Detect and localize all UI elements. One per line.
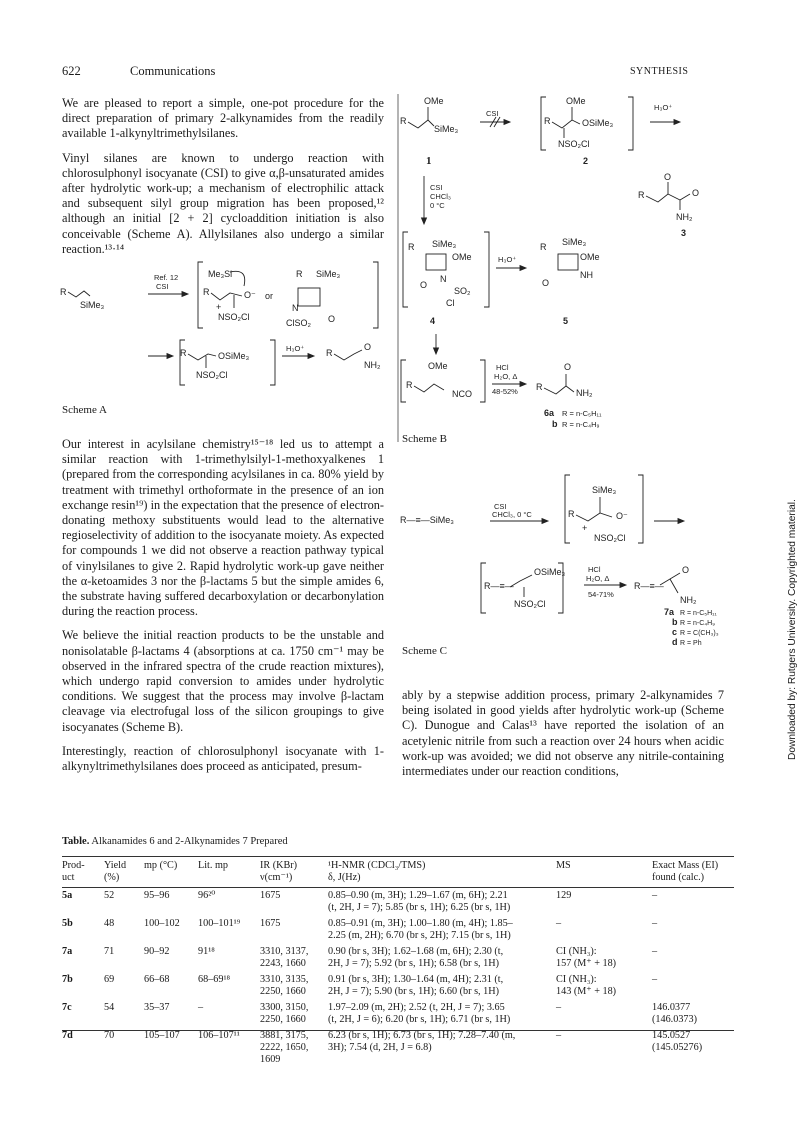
ms-cell-line: – [556, 1002, 562, 1013]
yield-cell-line: 71 [104, 946, 115, 957]
exact-mass-cell-line: – [652, 918, 658, 929]
lit-mp-cell [198, 914, 260, 942]
nmr-cell-line: 0.85–0.91 (m, 3H); 1.00–1.80 (m, 4H); 1.85– [328, 918, 513, 929]
r-label: R [203, 287, 210, 297]
ms-cell [556, 886, 652, 914]
download-watermark: Downloaded by: Rutgers University. Copyrighted material. [787, 499, 798, 760]
o-label: O [664, 172, 672, 182]
compound-7b-r: R = n-C₄H₉ [680, 620, 715, 627]
scheme-a-caption: Scheme A [62, 404, 107, 416]
ms-cell [556, 1026, 652, 1066]
compound-6a-r: R = n-C₅H₁₁ [562, 409, 602, 418]
ms-cell-line: 143 (M⁺ + 18) [556, 986, 617, 997]
compound-7c: c [672, 627, 678, 637]
ir-cell-line: 2250, 1660 [260, 1014, 306, 1025]
yield-cell [104, 1026, 144, 1066]
scheme-b-diagram [396, 92, 741, 437]
sime3-label: SiMe₃ [80, 300, 105, 310]
right-column-text [402, 688, 724, 788]
cl-label: Cl [446, 298, 455, 308]
nco-label: NCO [452, 389, 472, 399]
osime3-label: OSiMe₃ [218, 351, 250, 361]
r-label: R [326, 348, 333, 358]
yield-cell [104, 998, 144, 1026]
product-cell [62, 998, 104, 1026]
o-label: O [328, 314, 336, 324]
nmr-cell [328, 970, 556, 998]
nmr-cell-line: (t, 2H, J = 7); 5.85 (br s, 1H); 6.25 (br s, 1H) [328, 902, 511, 913]
paragraph: Our interest in acylsilane chemistry¹⁵⁻¹⁸ led us to attempt a similar reaction with 1-trimethylsilyl-1-methoxyalkenes 1 (prepared from the corresponding acylsilanes in ca. 80% yield by treatment with trimethyl orthoformate in the presence of an ion exchange resin¹⁹) in the expectation that the presence of electron-donating methoxy substituents would lead to the alternative regioselectivity of addition to the isocyanate moiety. As expected for compounds 1 we did not observe a reaction pathway typical of vinylsilanes to give 2. Rapid hydrolytic work-up gave neither the α-ketoamides 3 nor the β-lactams 5 but the simple amides 6, the substrate having suffered decarboxylation or decarbonylation during the reaction process. [62, 437, 384, 619]
header-mp: mp (°C) [144, 860, 178, 871]
product-cell [62, 942, 104, 970]
mp-cell-line: 66–68 [144, 974, 170, 985]
paragraph: We believe the initial reaction products to be the unstable and nonisolatable β-lactams 4 (absorptions at ca. 1750 cm⁻¹ may be observed in the infrared spectra of the crude reaction mixtures), which undergo rapid conversion to amides under hydrolytic conditions. We suggest that the process may involve β-lactam cleavage via electrofugal loss of the silicon groupings to give isocyanates (Scheme B). [62, 628, 384, 734]
r-yne-label: R—≡— [484, 581, 514, 591]
nh2-label: NH₂ [680, 595, 697, 605]
yield-cell-line: 70 [104, 1030, 115, 1041]
yield-cell-line: 52 [104, 890, 115, 901]
nso2cl-label: NSO₂Cl [218, 312, 250, 322]
product-cell-line: 7c [62, 1002, 72, 1013]
h3o-label: H₃O⁺ [286, 344, 305, 353]
ms-cell-line: – [556, 1030, 562, 1041]
nmr-cell-line: 0.90 (br s, 3H); 1.62–1.68 (m, 6H); 2.30 (t, [328, 946, 504, 957]
nmr-cell-line: 6.23 (br s, 1H); 6.73 (br s, 1H); 7.28–7.40 (m, [328, 1030, 516, 1041]
r-label: R [180, 348, 187, 358]
plus-label: + [216, 302, 222, 312]
exact-mass-cell-line: (146.0373) [652, 1014, 697, 1025]
paragraph: Vinyl silanes are known to undergo reaction with chlorosulphonyl isocyanate (CSI) to give α,β-unsaturated amides after hydrolytic work-up; a mechanism of electrophilic attack and subsequent silyl group migration has been proposed,¹² although an initial [2 + 2] cycloaddition initiation is also conceivable (Scheme A). Allylsilanes also undergo a similar reaction.¹³·¹⁴ [62, 150, 384, 256]
plus-label: + [582, 523, 588, 533]
compound-6b-r: R = n-C₄H₉ [562, 420, 600, 429]
yield-cell-line: 69 [104, 974, 115, 985]
clso2-label: ClSO₂ [286, 318, 311, 328]
nmr-cell-line: 2H, J = 7); 5.92 (br s, 1H); 6.58 (br s, 1H) [328, 958, 499, 969]
exact-mass-cell-line: – [652, 974, 658, 985]
left-column-bottom [62, 437, 384, 783]
mp-cell-line: 35–37 [144, 1002, 170, 1013]
h3o-label: H₃O⁺ [498, 255, 517, 264]
header-yield: Yield (%) [104, 860, 127, 883]
n-label: N [440, 274, 447, 284]
compound-6b: b [552, 419, 558, 429]
nso2cl-label: NSO₂Cl [594, 533, 626, 543]
scheme-c-caption: Scheme C [402, 645, 447, 657]
h2o-label: H₂O, Δ [494, 372, 518, 381]
ref-label: Ref. 12 [154, 273, 179, 282]
table-title [62, 836, 288, 847]
ms-cell [556, 942, 652, 970]
ms-cell-line: CI (NH₃): [556, 946, 597, 957]
yield-cell [104, 886, 144, 914]
n-label: N [292, 303, 299, 313]
lit-mp-cell-line: 106–107¹¹ [198, 1030, 240, 1041]
nso2cl-label: NSO₂Cl [196, 370, 228, 380]
product-cell-line: 7a [62, 946, 73, 957]
nso2cl-label: NSO₂Cl [558, 139, 590, 149]
mp-cell [144, 914, 198, 942]
o-minus-label: O⁻ [244, 290, 256, 300]
ir-cell-line: 3310, 3135, [260, 974, 309, 985]
nmr-cell-line: (t, 2H, J = 6); 6.20 (br s, 1H); 6.71 (br s, 1H) [328, 1014, 511, 1025]
table-row [62, 914, 734, 942]
mp-cell [144, 1026, 198, 1066]
sime3-label: SiMe₃ [316, 269, 341, 279]
nmr-cell [328, 1026, 556, 1066]
h3o-label: H₃O⁺ [654, 103, 673, 112]
csi-label: CSI [156, 282, 169, 291]
table-label: Table. [62, 836, 90, 847]
yield-cell-line: 48 [104, 918, 115, 929]
ir-cell-line: 2243, 1660 [260, 958, 306, 969]
o-label: O [420, 280, 428, 290]
compound-2: 2 [583, 156, 589, 166]
exact-mass-cell-line: – [652, 890, 658, 901]
lit-mp-cell-line: 96²⁰ [198, 890, 216, 901]
r-label: R [408, 242, 415, 252]
table-row [62, 970, 734, 998]
o-minus-label: O⁻ [616, 511, 628, 521]
r-label: R [638, 190, 645, 200]
o-label: O [692, 188, 700, 198]
nmr-cell [328, 942, 556, 970]
product-cell-line: 5a [62, 890, 73, 901]
or-label: or [265, 291, 274, 301]
left-column-top [62, 96, 384, 266]
nh2-label: NH₂ [676, 212, 693, 222]
lit-mp-cell-line: – [198, 1002, 204, 1013]
ms-cell-line: – [556, 918, 562, 929]
r-label: R [60, 287, 67, 297]
table-row [62, 1026, 734, 1066]
ir-cell-line: 1675 [260, 918, 281, 929]
nh2-label: NH₂ [364, 360, 381, 370]
r-label: R [406, 380, 413, 390]
chcl3-label: CHCl₃ [430, 192, 451, 201]
osime3-label: OSiMe₃ [534, 567, 566, 577]
compound-3: 3 [681, 228, 687, 238]
nh2-label: NH₂ [576, 388, 593, 398]
r-yne-label: R—≡— [634, 581, 664, 591]
mp-cell-line: 95–96 [144, 890, 170, 901]
sime3-label: SiMe₃ [432, 239, 457, 249]
nmr-cell-line: 1.97–2.09 (m, 2H); 2.52 (t, 2H, J = 7); 3.65 [328, 1002, 505, 1013]
nmr-cell-line: 0.91 (br s, 3H); 1.30–1.64 (m, 4H); 2.31 (t, [328, 974, 504, 985]
nmr-cell-line: 2.25 (m, 2H); 6.70 (br s, 2H); 7.15 (br s, 1H) [328, 930, 511, 941]
o-label: O [564, 362, 572, 372]
mp-cell-line: 105–107 [144, 1030, 180, 1041]
hcl-label: HCl [496, 363, 509, 372]
nmr-cell-line: 0.85–0.90 (m, 3H); 1.29–1.67 (m, 6H); 2.21 [328, 890, 508, 901]
data-table [62, 860, 734, 1066]
header-ms: MS [556, 860, 571, 871]
compound-7a-r: R = n-C₅H₁₁ [680, 610, 717, 617]
csi-label: CSI [430, 183, 443, 192]
r-label: R [568, 509, 575, 519]
header-product: Prod- uct [62, 860, 85, 883]
yield-cell [104, 970, 144, 998]
exact-mass-cell [652, 998, 734, 1026]
table-row [62, 998, 734, 1026]
compound-7b: b [672, 617, 678, 627]
sime3-label: SiMe₃ [592, 485, 617, 495]
exact-mass-cell [652, 914, 734, 942]
o-label: O [364, 342, 372, 352]
lit-mp-cell-line: 91¹⁸ [198, 946, 215, 957]
ir-cell-line: 3881, 3175, [260, 1030, 309, 1041]
r-label: R [536, 382, 543, 392]
yield-cell [104, 942, 144, 970]
r-label: R [400, 116, 407, 126]
exact-mass-cell-line: (145.05276) [652, 1042, 703, 1053]
paragraph: We are pleased to report a simple, one-pot procedure for the direct preparation of primary 2-alkynamides from the readily available 1-alkynyltrimethylsilanes. [62, 96, 384, 141]
header-lit-mp: Lit. mp [198, 860, 228, 871]
ms-cell-line: 129 [556, 890, 572, 901]
ir-cell-line: 2222, 1650, [260, 1042, 309, 1053]
compound-5: 5 [563, 316, 569, 326]
mp-cell [144, 886, 198, 914]
ms-cell [556, 970, 652, 998]
exact-mass-cell-line: 145.0527 [652, 1030, 691, 1041]
ome-label: OMe [428, 361, 448, 371]
yield-label: 54-71% [588, 590, 614, 599]
exact-mass-cell [652, 970, 734, 998]
table-title-text: Alkanamides 6 and 2-Alkynamides 7 Prepared [89, 836, 288, 847]
journal-name: SYNTHESIS [630, 66, 689, 77]
hcl-label: HCl [588, 565, 601, 574]
so2-label: SO₂ [454, 286, 471, 296]
compound-7c-r: R = C(CH₃)₃ [680, 630, 719, 637]
ir-cell-line: 2250, 1660 [260, 986, 306, 997]
table-row [62, 886, 734, 914]
ir-cell [260, 1026, 328, 1066]
header-nmr: ¹H-NMR (CDCl₃/TMS) δ, J(Hz) [328, 860, 426, 883]
mp-cell-line: 100–102 [144, 918, 180, 929]
compound-1: 1 [426, 155, 432, 167]
compound-7a: 7a [664, 607, 675, 617]
nso2cl-label: NSO₂Cl [514, 599, 546, 609]
table-row [62, 942, 734, 970]
ir-cell [260, 998, 328, 1026]
header-exact-mass: Exact Mass (EI) found (calc.) [652, 860, 719, 883]
temp-label: 0 °C [430, 201, 445, 210]
product-cell [62, 970, 104, 998]
r-label: R [540, 242, 547, 252]
reactant-label: R—≡—SiMe₃ [400, 515, 454, 525]
scheme-a-diagram [58, 250, 388, 390]
exact-mass-cell [652, 1026, 734, 1066]
lit-mp-cell [198, 998, 260, 1026]
ms-cell-line: 157 (M⁺ + 18) [556, 958, 617, 969]
mp-cell-line: 90–92 [144, 946, 170, 957]
nh-label: NH [580, 270, 593, 280]
mp-cell [144, 942, 198, 970]
exact-mass-cell [652, 886, 734, 914]
me3si-label: Me₃Si [208, 269, 233, 279]
product-cell-line: 5b [62, 918, 73, 929]
nmr-cell [328, 914, 556, 942]
lit-mp-cell [198, 970, 260, 998]
nmr-cell [328, 886, 556, 914]
compound-4: 4 [430, 316, 436, 326]
product-cell [62, 886, 104, 914]
compound-7d: d [672, 637, 678, 647]
nmr-cell [328, 998, 556, 1026]
csi-label: CSI [486, 109, 499, 118]
product-cell [62, 1026, 104, 1066]
ir-cell-line: 1675 [260, 890, 281, 901]
ome-label: OMe [580, 252, 600, 262]
r-label: R [544, 116, 551, 126]
product-cell [62, 914, 104, 942]
lit-mp-cell [198, 942, 260, 970]
sime3-label: SiMe₃ [434, 124, 459, 134]
r-label: R [296, 269, 303, 279]
nmr-cell-line: 2H, J = 7); 5.90 (br s, 1H); 6.60 (br s, 1H) [328, 986, 499, 997]
scheme-c-diagram [398, 455, 743, 645]
paragraph: ably by a stepwise addition process, primary 2-alkynamides 7 being isolated in good yields after hydrolytic work-up (Scheme C). Dunogue and Calas¹³ have reported the isolation of an acetylenic nitrile from such a reaction over 24 hours when acidic work-up was avoided; we did not observe any nitrile-containing intermediates under our reaction conditions, [402, 688, 724, 779]
sime3-label: SiMe₃ [562, 237, 587, 247]
compound-6a: 6a [544, 408, 555, 418]
ms-cell-line: CI (NH₃): [556, 974, 597, 985]
lit-mp-cell [198, 1026, 260, 1066]
cond-label: CHCl₃, 0 °C [492, 510, 532, 519]
o-label: O [682, 565, 690, 575]
ir-cell-line: 3310, 3137, [260, 946, 309, 957]
exact-mass-cell [652, 942, 734, 970]
ome-label: OMe [424, 96, 444, 106]
ir-cell [260, 886, 328, 914]
o-label: O [542, 278, 550, 288]
nmr-cell-line: 3H); 7.54 (d, 2H, J = 6.8) [328, 1042, 432, 1053]
product-cell-line: 7b [62, 974, 73, 985]
ir-cell [260, 914, 328, 942]
page-number: 622 [62, 64, 81, 78]
lit-mp-cell-line: 100–101¹⁹ [198, 918, 241, 929]
header-ir: IR (KBr) ν(cm⁻¹) [260, 860, 298, 883]
ir-cell-line: 1609 [260, 1054, 281, 1065]
yield-cell [104, 914, 144, 942]
ms-cell [556, 914, 652, 942]
ome-label: OMe [452, 252, 472, 262]
ir-cell-line: 3300, 3150, [260, 1002, 309, 1013]
compound-7d-r: R = Ph [680, 640, 702, 647]
paragraph: Interestingly, reaction of chlorosulphonyl isocyanate with 1-alkynyltrimethylsilanes does proceed as anticipated, presum- [62, 743, 384, 774]
yield-cell-line: 54 [104, 1002, 115, 1013]
csi-label: CSI [494, 502, 507, 511]
h2o-label: H₂O, Δ [586, 574, 610, 583]
ir-cell [260, 942, 328, 970]
table-header [62, 860, 734, 886]
mp-cell [144, 998, 198, 1026]
exact-mass-cell-line: 146.0377 [652, 1002, 691, 1013]
yield-label: 48-52% [492, 387, 518, 396]
ms-cell [556, 998, 652, 1026]
exact-mass-cell-line: – [652, 946, 658, 957]
ir-cell [260, 970, 328, 998]
mp-cell [144, 970, 198, 998]
scheme-b-caption: Scheme B [402, 433, 447, 445]
osime3-label: OSiMe₃ [582, 118, 614, 128]
ome-label: OMe [566, 96, 586, 106]
section-title: Communications [130, 64, 216, 78]
product-cell-line: 7d [62, 1030, 73, 1041]
lit-mp-cell [198, 886, 260, 914]
lit-mp-cell-line: 68–69¹⁸ [198, 974, 231, 985]
